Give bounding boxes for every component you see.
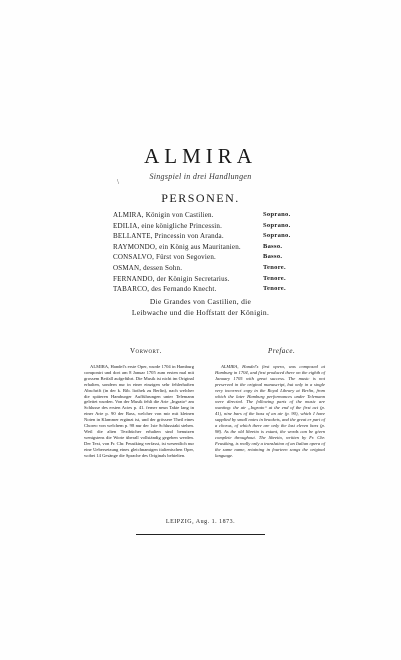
place-date: LEIPZIG, Aug. 1. 1873. [165,519,236,525]
cast-role: TABARCO, des Fernando Knecht. [113,285,217,294]
preface-column [215,364,325,459]
vorwort-heading: Vorwort. [130,347,162,355]
cast-role: BELLANTE, Princessin von Aranda. [113,232,224,241]
cast-role: FERNANDO, der Königin Secretarius. [113,274,230,283]
cast-row [113,275,298,286]
cast-voice: Basso. [263,242,283,250]
opera-title: ALMIRA [144,144,257,168]
cast-voice: Soprano. [263,232,291,240]
cast-voice: Basso. [263,253,283,261]
cast-voice: Tenore. [263,263,286,271]
preface-text: ALMIRA, Handel's first opera, was composed at Hamburg in 1704, and first produced there on the eighth of January 1705 with great success. The music is not preserved in the original manuscript, but only in a single very incorrect copy in the Royal Library at Berlin, from which the later Hamburg performances under Telemann were directed. The following parts of the music are wanting: the air „Ingrato“ at the end of the first act (p. 41), nine bars of the bass of an air (p. 90), which I have supplied by small notes in brackets, and the great er part of a chorus, of which there are only the last eleven bars (p. 98). As the old libretto is extant, the words can be given complete throughout. The libretto, written by Fr. Chr. Feustking, is really only a translation of an Italian opera of the same name, retaining in fourteen songs the original language. [215,364,325,458]
cast-role: RAYMONDO, ein König aus Mauritanien. [113,242,241,251]
chorus-note-line: Die Grandes von Castilien, die [149,297,252,306]
chorus-note [0,297,401,318]
cast-list [113,211,298,296]
cast-row [113,253,298,264]
cast-voice: Tenore. [263,285,286,293]
cast-role: ALMIRA, Königin von Castilien. [113,211,214,219]
cast-row [113,285,298,296]
cast-row [113,243,298,254]
opera-subtitle: Singspiel in drei Handlungen [149,172,252,181]
cast-row [113,211,298,222]
vorwort-column [84,364,194,459]
cast-role: OSMAN, dessen Sohn. [113,263,183,272]
vorwort-text: ALMIRA, Handel's erste Oper, wurde 1704 in Hamburg componirt und dort am 8 Januar 1705 zum ersten mal mit grossem Beifall aufgeführt. Die Musik ist nicht im Original erhalten, sondern nur in einer einzigen sehr fehlerhaften Abschrift (in der k. Bib. liothek zu Berlin), nach welcher die späteren Hamburger Aufführungen unter Telemann geleitet wurden. Von der Musik fehlt die Arie „Ingrato“ am Schlusse des ersten Actes p. 41. ferner neun Takte lang in einer Arie p. 90 der Bass, welcher von mir mit kleinen Noten in Klammer ergänzt ist, und der grössere Theil eines Choreo von welchem p. 98 nur der 1ste Schlusstakt stehen. Weil die alten Textbücher erhalten sind benutzen wenigstens die Worte überall vollständig gegeben werden. Der Text, von Fr. Chr. Feustking verfasst, ist wesentlich nur eine Uebersetzung eines gleichnamigen italienischen Oper, wobei 14 Gesänge die Sprache des Originals behielten. [84,364,194,458]
cast-row [113,232,298,243]
divider-rule [136,534,265,535]
preface-heading: Preface. [268,347,296,355]
cast-voice: Tenore. [263,274,286,282]
cast-role: EDILIA, eine königliche Princessin. [113,221,223,230]
cast-row [113,264,298,275]
chorus-note-line: Leibwache und die Hoffstatt der Königin. [131,307,270,317]
cast-voice: Soprano. [263,221,291,229]
cast-role: CONSALVO, Fürst von Segovien. [113,253,216,262]
cast-row [113,222,298,233]
cast-voice: Soprano. [263,211,291,218]
margin-mark: \ [117,178,119,186]
personen-heading: PERSONEN. [161,191,240,205]
